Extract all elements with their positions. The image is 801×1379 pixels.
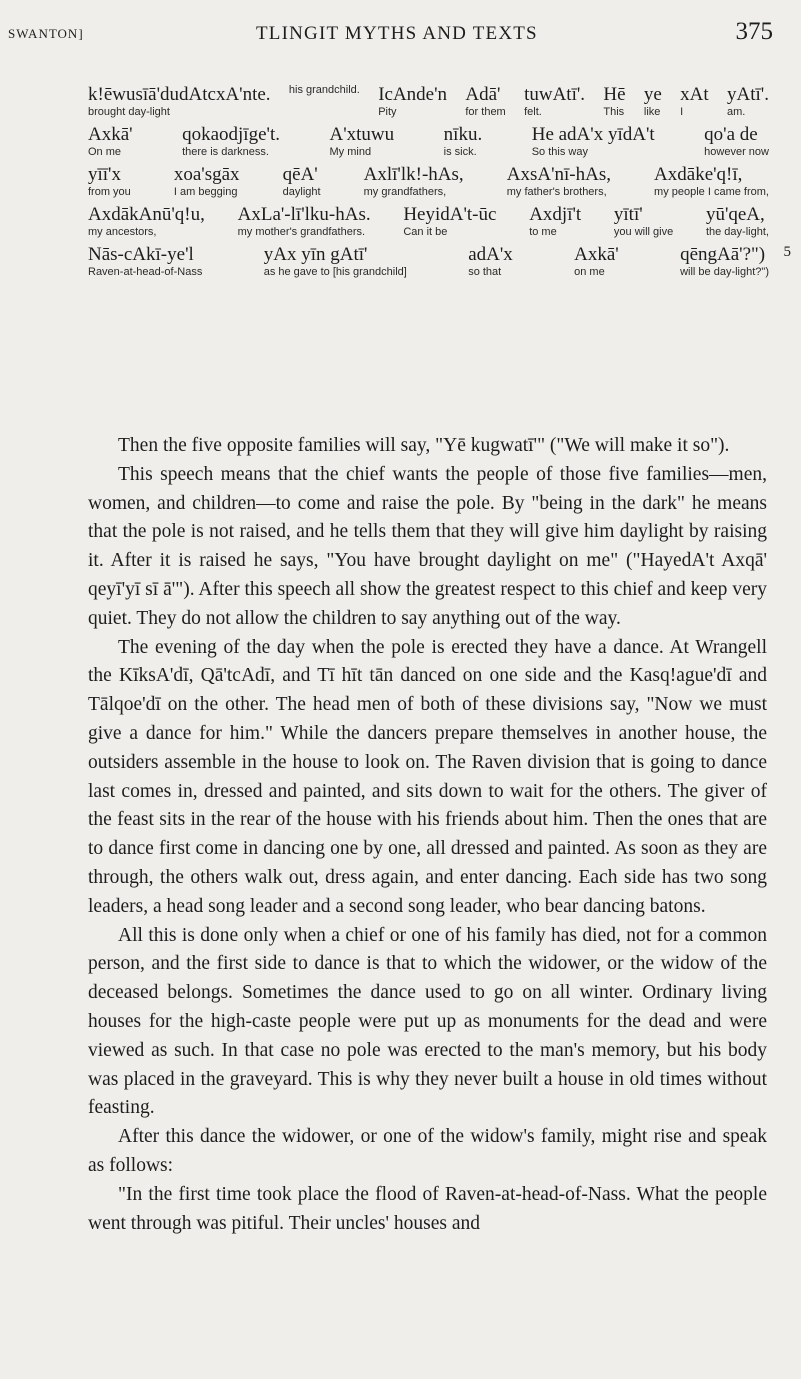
native-word: ye bbox=[643, 84, 662, 105]
native-word: AxdākAnū'q!u, bbox=[88, 204, 205, 225]
gloss: So this way bbox=[531, 146, 588, 158]
running-head-author: SWANTON] bbox=[8, 26, 84, 41]
native-word: Hē bbox=[603, 84, 626, 105]
native-word: xAt bbox=[680, 84, 709, 105]
native-word: yAx yīn gAtī' bbox=[263, 244, 368, 265]
native-word: yū'qeA, bbox=[705, 204, 765, 225]
interlinear-line bbox=[88, 84, 769, 118]
native-word: yAtī'. bbox=[727, 84, 769, 105]
native-word: adA'x bbox=[468, 244, 513, 265]
native-word: xoa'sgāx bbox=[173, 164, 240, 185]
word-group bbox=[727, 84, 769, 118]
gloss: his grandchild. bbox=[288, 84, 360, 96]
gloss: I am begging bbox=[173, 186, 238, 198]
word-group bbox=[88, 124, 133, 158]
word-group bbox=[264, 244, 407, 278]
word-group bbox=[524, 84, 585, 118]
native-word: yīī'x bbox=[88, 164, 121, 185]
native-word: Adā' bbox=[465, 84, 501, 105]
native-word: Axlī'lk!-hAs, bbox=[363, 164, 464, 185]
word-group bbox=[704, 124, 769, 158]
native-word: Nās-cAkī-ye'l bbox=[88, 244, 194, 265]
native-word: He adA'x yīdA't bbox=[531, 124, 655, 145]
gloss: however now bbox=[704, 146, 769, 158]
word-group bbox=[174, 164, 240, 198]
paragraph: This speech means that the chief wants the people of those five families—men, women, and children—to come and raise the pole. By "being in the dark" he means that the pole is not raised, and he tells them that they will give him daylight by raising it. After it is raised he says, "You have brought daylight on me" ("HayedA't Axqā' qeyī'yī sī ā'"). After this speech all show the greatest respect to this chief and keep very quiet. They do not allow the children to say anything out of the way. bbox=[88, 463, 767, 629]
word-group bbox=[444, 124, 483, 158]
interlinear-line bbox=[88, 204, 769, 238]
word-group bbox=[574, 244, 619, 278]
paragraph: After this dance the widower, or one of the widow's family, might rise and speak as follows: bbox=[88, 1126, 767, 1176]
word-group bbox=[238, 204, 371, 238]
native-word: HeyidA't-ūc bbox=[403, 204, 497, 225]
native-word: nīku. bbox=[443, 124, 483, 145]
native-word: Axkā' bbox=[574, 244, 619, 265]
word-group bbox=[88, 84, 271, 118]
gloss: to me bbox=[529, 226, 557, 238]
word-group bbox=[283, 164, 321, 198]
interlinear-line bbox=[88, 244, 791, 278]
gloss: so that bbox=[468, 266, 502, 278]
word-group bbox=[182, 124, 280, 158]
word-group bbox=[88, 204, 205, 238]
native-word: qokaodjīge't. bbox=[182, 124, 280, 145]
paragraph: All this is done only when a chief or one of his family has died, not for a common person, and the first side to dance is that to which the widower, or the widow of the deceased belongs. Sometimes the dance used to go on all winter. Ordinary living houses for the high-caste people were put up as monuments for the dead and were viewed as such. In that case no pole was erected to the man's memory, but his body was placed in the graveyard. This is why they never built a house in old times without feasting. bbox=[88, 924, 767, 1119]
gloss: I bbox=[680, 106, 684, 118]
word-group bbox=[88, 244, 202, 278]
paragraph: Then the five opposite families will say, "Yē kugwatī'" ("We will make it so"). bbox=[118, 435, 730, 456]
word-group bbox=[465, 84, 505, 118]
word-group bbox=[680, 84, 709, 118]
word-group bbox=[603, 84, 625, 118]
gloss: on me bbox=[574, 266, 605, 278]
native-word: A'xtuwu bbox=[329, 124, 395, 145]
page-number: 375 bbox=[735, 18, 773, 45]
native-word: qēngAā'?") bbox=[680, 244, 766, 265]
word-group bbox=[529, 204, 581, 238]
word-group bbox=[330, 124, 395, 158]
gloss: you will give bbox=[613, 226, 674, 238]
interlinear-line bbox=[88, 124, 769, 158]
gloss: for them bbox=[465, 106, 506, 118]
gloss: my grandfathers, bbox=[363, 186, 447, 198]
gloss: On me bbox=[88, 146, 122, 158]
word-group bbox=[706, 204, 769, 238]
native-word: yītī' bbox=[613, 204, 643, 225]
word-group bbox=[654, 164, 769, 198]
gloss: like bbox=[643, 106, 661, 118]
native-word: Axdjī't bbox=[529, 204, 582, 225]
word-group bbox=[680, 244, 769, 278]
gloss: my father's brothers, bbox=[506, 186, 607, 198]
native-word: AxLa'-lī'lku-hAs. bbox=[237, 204, 371, 225]
gloss: Raven-at-head-of-Nass bbox=[88, 266, 203, 278]
gloss: there is darkness. bbox=[182, 146, 269, 158]
word-group bbox=[644, 84, 662, 118]
native-word: Axkā' bbox=[88, 124, 133, 145]
running-head-title: TLINGIT MYTHS AND TEXTS bbox=[256, 23, 538, 44]
gloss: my people I came from, bbox=[654, 186, 769, 198]
line-number: 5 bbox=[783, 244, 791, 260]
word-group bbox=[88, 164, 131, 198]
interlinear-text bbox=[88, 84, 791, 284]
native-word: Axdāke'q!ī, bbox=[654, 164, 743, 185]
word-group bbox=[378, 84, 447, 118]
gloss: Can it be bbox=[403, 226, 448, 238]
word-group bbox=[364, 164, 464, 198]
page-header bbox=[8, 18, 773, 52]
word-group bbox=[507, 164, 611, 198]
native-word: tuwAtī'. bbox=[524, 84, 586, 105]
gloss: This bbox=[603, 106, 625, 118]
gloss: my ancestors, bbox=[88, 226, 157, 238]
gloss: from you bbox=[88, 186, 131, 198]
gloss: My mind bbox=[329, 146, 372, 158]
gloss: Pity bbox=[378, 106, 397, 118]
gloss: felt. bbox=[524, 106, 542, 118]
word-group bbox=[532, 124, 655, 158]
gloss: the day-light, bbox=[705, 226, 769, 238]
word-group bbox=[403, 204, 496, 238]
gloss: am. bbox=[727, 106, 746, 118]
gloss: brought day-light bbox=[88, 106, 170, 118]
native-word: qēA' bbox=[282, 164, 318, 185]
word-group bbox=[289, 84, 360, 96]
gloss: will be day-light?") bbox=[680, 266, 769, 278]
paragraph: "In the first time took place the flood of Raven-at-head-of-Nass. What the people went through was pitiful. Their uncles' houses and bbox=[88, 1183, 767, 1234]
prose-body bbox=[88, 432, 767, 1238]
gloss: is sick. bbox=[443, 146, 477, 158]
native-word: qo'a de bbox=[704, 124, 758, 145]
gloss: as he gave to [his grandchild] bbox=[263, 266, 407, 278]
native-word: AxsA'nī-hAs, bbox=[506, 164, 611, 185]
gloss: daylight bbox=[282, 186, 321, 198]
paragraph: The evening of the day when the pole is erected they have a dance. At Wrangell the KīksA'dī, Qā'tcAdī, and Tī hīt tān danced on one side and the Kasq!ague'dī and Tālqoe'dī on the other. The head men of both of these divisions say, "Now we must give a dance for him." While the dancers prepare themselves in another house, the outsiders assemble in the house to look on. The Raven division that is going to dance last comes in, dressed and painted, and sits down to wait for the others. The giver of the feast sits in the rear of the house with his friends about him. Then the ones that are to dance first come in dancing one by one, all dressed and painted. As soon as they are through, the others walk out, dress again, and enter dancing. Each side has two song leaders, a head song leader and a second song leader, who bear dancing batons. bbox=[88, 636, 767, 917]
native-word: IcAnde'n bbox=[378, 84, 448, 105]
gloss: my mother's grandfathers. bbox=[237, 226, 366, 238]
word-group bbox=[468, 244, 513, 278]
native-word: k!ēwusīā'dudAtcxA'nte. bbox=[88, 84, 271, 105]
word-group bbox=[614, 204, 673, 238]
interlinear-line bbox=[88, 164, 769, 198]
